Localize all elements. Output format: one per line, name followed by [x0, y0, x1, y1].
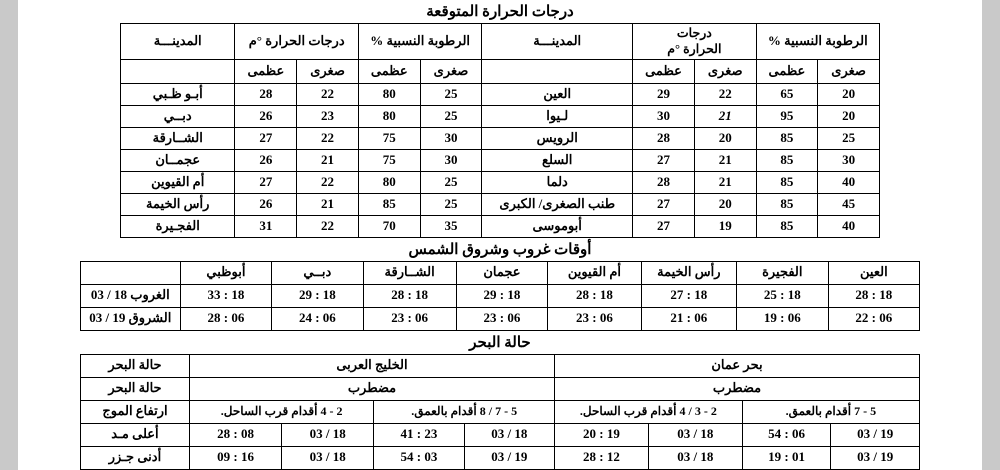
- sunset-ain: 18 : 28: [828, 284, 919, 307]
- right-temp-min: 22: [297, 127, 359, 149]
- right-humidity-min: 30: [420, 149, 482, 171]
- left-humidity-max-header: عظمى: [756, 59, 818, 83]
- right-temp-min: 22: [297, 171, 359, 193]
- document-sheet: [18, 0, 982, 470]
- left-temp-max: 30: [633, 105, 695, 127]
- right-temp-group-header: درجات الحرارة °م: [235, 24, 358, 60]
- right-city: أبـو ظـبي: [121, 83, 235, 105]
- sun-table: [80, 261, 920, 331]
- high-tide-gulf-2-time: 23 : 41: [374, 423, 464, 446]
- left-city: أبوموسى: [482, 215, 633, 237]
- table-row: [121, 105, 880, 127]
- wave-height-gulf-deep: 5 - 7 / 8 أقدام بالعمق.: [374, 400, 555, 423]
- right-humidity-min: 25: [420, 105, 482, 127]
- left-humidity-max: 85: [756, 149, 818, 171]
- right-temp-min: 21: [297, 193, 359, 215]
- left-temp-group-header: درجات الحرارة °م: [633, 24, 756, 60]
- sunset-label: الغروب: [130, 287, 170, 303]
- sunrise-row-label: [81, 307, 181, 330]
- high-tide-row-label: أعلى مـد: [81, 423, 190, 446]
- wave-height-oman-deep: 5 - 7 أقدام بالعمق.: [742, 400, 919, 423]
- left-city: السلع: [482, 149, 633, 171]
- high-tide-gulf-2-date: 18 / 03: [464, 423, 554, 446]
- right-city: رأس الخيمة: [121, 193, 235, 215]
- left-city-header: المدينـــة: [482, 24, 633, 60]
- right-city: الفجـيرة: [121, 215, 235, 237]
- right-temp-min-header: صغرى: [297, 59, 359, 83]
- sunset-ajman: 18 : 29: [456, 284, 547, 307]
- sunset-rak: 18 : 27: [641, 284, 736, 307]
- left-temp-max: 28: [633, 171, 695, 193]
- sea-region-gulf: الخليج العربى: [189, 354, 554, 377]
- low-tide-oman-1-date: 18 / 03: [648, 446, 742, 469]
- temperature-title: درجات الحرارة المتوقعة: [426, 4, 574, 20]
- right-humidity-max-header: عظمى: [358, 59, 420, 83]
- sun-city-header-ain: العين: [828, 261, 919, 284]
- table-row: [121, 83, 880, 105]
- sunrise-rak: 06 : 21: [641, 307, 736, 330]
- table-header-row: [81, 354, 920, 377]
- left-temp-min-header: صغرى: [694, 59, 756, 83]
- sea-region-oman: بحر عمان: [554, 354, 919, 377]
- left-humidity-min: 45: [818, 193, 880, 215]
- left-city-subheader: [482, 59, 633, 83]
- sunrise-date: 19 / 03: [89, 310, 126, 326]
- sunrise-dubai: 06 : 24: [272, 307, 363, 330]
- sun-city-header-dubai: دبــي: [272, 261, 363, 284]
- left-humidity-max: 85: [756, 171, 818, 193]
- left-temp-max: 27: [633, 193, 695, 215]
- low-tide-oman-1-time: 12 : 28: [554, 446, 648, 469]
- right-temp-max: 26: [235, 149, 297, 171]
- right-humidity-max: 80: [358, 171, 420, 193]
- table-row: [121, 193, 880, 215]
- left-temp-min: 21: [694, 171, 756, 193]
- sunrise-fujairah: 06 : 19: [736, 307, 828, 330]
- left-temp-min: 21: [694, 149, 756, 171]
- right-humidity-min: 25: [420, 193, 482, 215]
- table-row: [121, 127, 880, 149]
- sunset-dubai: 18 : 29: [272, 284, 363, 307]
- right-city: أم القيوين: [121, 171, 235, 193]
- sunset-abudhabi: 18 : 33: [180, 284, 272, 307]
- sunset-row-label: [81, 284, 181, 307]
- right-humidity-min: 25: [420, 83, 482, 105]
- table-row: [81, 446, 920, 469]
- left-city: العين: [482, 83, 633, 105]
- sunrise-sharjah: 06 : 23: [363, 307, 456, 330]
- temperature-table: [120, 23, 880, 238]
- left-humidity-min-header: صغرى: [818, 59, 880, 83]
- sea-state-oman: مضطرب: [554, 377, 919, 400]
- sunset-fujairah: 18 : 25: [736, 284, 828, 307]
- sun-city-header-umm-al-quwain: أم القيوين: [548, 261, 642, 284]
- right-city: عجمــان: [121, 149, 235, 171]
- sunrise-label: الشروق: [128, 310, 172, 326]
- right-humidity-max: 75: [358, 127, 420, 149]
- right-temp-min: 23: [297, 105, 359, 127]
- sea-table: [80, 354, 920, 470]
- left-humidity-max: 95: [756, 105, 818, 127]
- left-temp-max: 27: [633, 149, 695, 171]
- right-city: الشــارقة: [121, 127, 235, 149]
- table-subheader-row: [121, 59, 880, 83]
- right-temp-max: 26: [235, 193, 297, 215]
- table-row: [81, 307, 920, 330]
- left-temp-min: 22: [694, 83, 756, 105]
- low-tide-gulf-1-time: 16 : 09: [189, 446, 281, 469]
- low-tide-oman-2-time: 01 : 19: [742, 446, 831, 469]
- wave-height-oman-coast: 2 - 3 / 4 أقدام قرب الساحل.: [554, 400, 742, 423]
- high-tide-oman-1-time: 19 : 20: [554, 423, 648, 446]
- right-humidity-max: 85: [358, 193, 420, 215]
- high-tide-oman-2-time: 06 : 54: [742, 423, 831, 446]
- left-humidity-max: 85: [756, 193, 818, 215]
- right-humidity-group-header: الرطوبة النسبية %: [358, 24, 481, 60]
- sea-state-label: حالة البحر: [81, 354, 190, 377]
- right-city-subheader: [121, 59, 235, 83]
- sunset-umm-al-quwain: 18 : 28: [548, 284, 642, 307]
- left-city: دلما: [482, 171, 633, 193]
- left-temp-min: 19: [694, 215, 756, 237]
- sunrise-ain: 06 : 22: [828, 307, 919, 330]
- table-row: [121, 215, 880, 237]
- table-row: [81, 284, 920, 307]
- sunset-date: 18 / 03: [90, 287, 127, 303]
- left-humidity-group-header: الرطوبة النسبية %: [756, 24, 879, 60]
- left-temp-min: 21: [694, 105, 756, 127]
- left-humidity-max: 85: [756, 215, 818, 237]
- right-city-header: المدينـــة: [121, 24, 235, 60]
- right-temp-max: 26: [235, 105, 297, 127]
- right-humidity-min-header: صغرى: [420, 59, 482, 83]
- left-humidity-min: 20: [818, 83, 880, 105]
- sun-title: أوقات غروب وشروق الشمس: [408, 241, 592, 258]
- sun-city-header-fujairah: الفجيرة: [736, 261, 828, 284]
- table-row: [81, 423, 920, 446]
- left-humidity-max: 65: [756, 83, 818, 105]
- right-temp-max: 31: [235, 215, 297, 237]
- right-humidity-min: 25: [420, 171, 482, 193]
- sea-state-row-label: حالة البحر: [81, 377, 190, 400]
- left-humidity-min: 40: [818, 171, 880, 193]
- left-temp-min: 20: [694, 193, 756, 215]
- right-city: دبــي: [121, 105, 235, 127]
- right-temp-max-header: عظمى: [235, 59, 297, 83]
- sunrise-abudhabi: 06 : 28: [180, 307, 272, 330]
- sun-city-header-sharjah: الشــارقة: [363, 261, 456, 284]
- table-row: [121, 171, 880, 193]
- right-humidity-max: 70: [358, 215, 420, 237]
- right-temp-max: 28: [235, 83, 297, 105]
- left-temp-min: 20: [694, 127, 756, 149]
- right-temp-min: 22: [297, 215, 359, 237]
- left-temp-max: 29: [633, 83, 695, 105]
- right-temp-min: 21: [297, 149, 359, 171]
- sea-title: حالة البحر: [469, 334, 531, 351]
- right-temp-max: 27: [235, 171, 297, 193]
- sunset-sharjah: 18 : 28: [363, 284, 456, 307]
- low-tide-oman-2-date: 19 / 03: [831, 446, 920, 469]
- wave-height-gulf-coast: 2 - 4 أقدام قرب الساحل.: [189, 400, 373, 423]
- table-row: [81, 400, 920, 423]
- high-tide-gulf-1-time: 08 : 28: [189, 423, 281, 446]
- left-humidity-min: 20: [818, 105, 880, 127]
- low-tide-gulf-1-date: 18 / 03: [282, 446, 374, 469]
- sun-header-corner: [81, 261, 181, 284]
- high-tide-gulf-1-date: 18 / 03: [282, 423, 374, 446]
- low-tide-row-label: أدنى جـزر: [81, 446, 190, 469]
- right-humidity-min: 35: [420, 215, 482, 237]
- table-row: [81, 377, 920, 400]
- table-row: [121, 149, 880, 171]
- low-tide-gulf-2-time: 03 : 54: [374, 446, 464, 469]
- right-temp-max: 27: [235, 127, 297, 149]
- right-temp-min: 22: [297, 83, 359, 105]
- sea-state-gulf: مضطرب: [189, 377, 554, 400]
- left-city: لـيوا: [482, 105, 633, 127]
- high-tide-oman-2-date: 19 / 03: [831, 423, 920, 446]
- left-city: الرويس: [482, 127, 633, 149]
- left-humidity-min: 40: [818, 215, 880, 237]
- left-temp-max: 28: [633, 127, 695, 149]
- wave-height-row-label: ارتفاع الموج: [81, 400, 190, 423]
- left-temp-max: 27: [633, 215, 695, 237]
- high-tide-oman-1-date: 18 / 03: [648, 423, 742, 446]
- left-temp-max-header: عظمى: [633, 59, 695, 83]
- left-humidity-max: 85: [756, 127, 818, 149]
- sunrise-umm-al-quwain: 06 : 23: [548, 307, 642, 330]
- sun-city-header-ajman: عجمان: [456, 261, 547, 284]
- right-humidity-max: 75: [358, 149, 420, 171]
- right-humidity-max: 80: [358, 83, 420, 105]
- low-tide-gulf-2-date: 19 / 03: [464, 446, 554, 469]
- right-humidity-max: 80: [358, 105, 420, 127]
- left-humidity-min: 25: [818, 127, 880, 149]
- left-city: طنب الصغرى/ الكبرى: [482, 193, 633, 215]
- sun-city-header-rak: رأس الخيمة: [641, 261, 736, 284]
- table-header-row: [81, 261, 920, 284]
- sun-city-header-abudhabi: أبوظبي: [180, 261, 272, 284]
- right-humidity-min: 30: [420, 127, 482, 149]
- sunrise-ajman: 06 : 23: [456, 307, 547, 330]
- left-humidity-min: 30: [818, 149, 880, 171]
